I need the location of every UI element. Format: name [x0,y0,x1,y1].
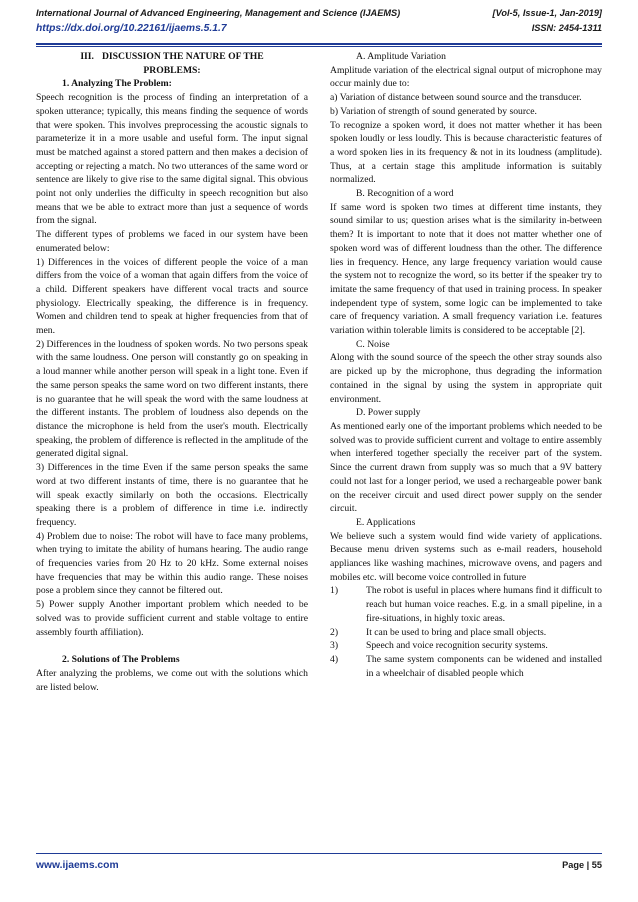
subsection-heading-d: D. Power supply [356,407,421,419]
subsection-heading-analyzing: 1. Analyzing The Problem: [62,78,172,90]
paragraph: Along with the sound source of the speech the other stray sounds also are picked up by the microphone, thus degrading the information contained in the signal by using the system in appropriate quit environment. [330,352,602,405]
problem-item-1: 1) Differences in the voices of different people the voice of a man differs from the voice of a woman that again differs from the voice of a child. Different speakers have different vocal tracts and source physiology. Electrically speaking, the difference is in frequency. Women and children tend to speak at higher frequencies from that of men. [36,256,308,337]
application-item: 1) The robot is useful in places where humans find it difficult to reach but human voice reaches. E.g. in a small pipeline, in a fire-situations, in highly toxic areas. [330,585,602,624]
footer-rule [36,853,602,854]
journal-url-link[interactable]: www.ijaems.com [36,860,119,871]
journal-name: International Journal of Advanced Engineering, Management and Science (IJAEMS) [36,8,401,18]
issn: ISSN: 2454-1311 [531,23,602,33]
subsection-heading-a: A. Amplitude Variation [356,51,446,62]
application-item: 2) It can be used to bring and place small objects. [330,626,547,638]
paragraph: Amplitude variation of the electrical signal output of microphone may occur mainly due to: [330,64,602,90]
paragraph: If same word is spoken two times at different time instants, they sound similar to us; question arises what is the similarity in-between them? It is important to note that it does not matter whether one of spoken word was of different loudness than the other. The difference lies in frequency. Hence, any large frequency variation would cause the system not to recognize the word, so its better if the speaker try to imitate the same frequency of that used in training process. In speaker independent type of system, some logic can be implemented to take care of frequency variation. A small frequency variation i.e. features variation within tolerable limits is considered to be acceptable [2]. [330,201,602,337]
problem-item-4: 4) Problem due to noise: The robot will have to face many problems, when trying to imitate the ability of humans hearing. The audio range of frequencies varies from 20 Hz to 20 kHz. Some external noises have frequencies that may be within this audio range. These noises pose a problem since they cannot be filtered out. [36,530,308,597]
paragraph: b) Variation of strength of sound generated by source. [330,105,537,117]
subsection-heading-solutions: 2. Solutions of The Problems [62,654,180,666]
left-column [36,50,308,846]
page-number: Page | 55 [562,860,602,870]
subsection-heading-e: E. Applications [356,516,416,528]
paragraph: After analyzing the problems, we come out with the solutions which are listed below. [36,667,308,693]
page-header [36,8,602,39]
paragraph: The different types of problems we faced in our system have been enumerated below: [36,229,308,254]
problem-item-3: 3) Differences in the time Even if the same person speaks the same word at two different instants of time, there is no guarantee that he will speak exactly similarly on both the occasions. Electrically speaking there is a problem of difference in time i.e. indirectly frequency. [36,462,308,528]
page-footer [36,860,602,871]
paragraph: To recognize a spoken word, it does not matter whether it has been spoken loudly or less loudly. This is because characteristic features of a word spoken lies in its frequency & not in its loudness (amplitude). Thus, at a certain stage this amplitude information is suitably normalized. [330,119,602,186]
subsection-heading-c: C. Noise [356,338,390,350]
problem-item-2: 2) Differences in the loudness of spoken words. No two persons speak with the same loudness. One person will constantly go on speaking in a loud manner while another person will speak in a light tone. Even if the same person speaks the same word on two different instants, there is no guarantee that he will speak the word with the same loudness at the different instants. The problem of loudness also depends on the distance the microphone is held from the user's mouth. Electrically speaking, the problem of difference is reflected in the amplitude of the generated digital signal. [36,338,308,460]
problem-item-5: 5) Power supply Another important problem which needed to be solved was to provide sufficient current and stable voltage to entire assembly fourth affiliation). [36,599,308,638]
doi-link[interactable]: https://dx.doi.org/10.22161/ijaems.5.1.7 [36,23,227,34]
application-item: 3) Speech and voice recognition security systems. [330,640,548,652]
right-column [330,50,602,846]
paragraph: a) Variation of distance between sound source and the transducer. [330,92,582,104]
section-heading: III. DISCUSSION THE NATURE OF THE PROBLEMS: [80,51,264,76]
header-rule-thin [36,46,602,47]
subsection-heading-b: B. Recognition of a word [356,188,454,200]
paragraph: Speech recognition is the process of finding an interpretation of a spoken utterance; typically, this means finding the sequence of words that were spoken. This involves preprocessing the acoustic signals to parameterize it in a more usable and useful form. The input signal must be matched against a stored pattern and then makes a decision of accepting or rejecting a match. No two utterances of the same word or sentence are likely to give rise to the same digital signal. This obvious point not only underlies the difficulty in speech recognition but also means that we be able to extract more than just a sequence of words from the signal. [36,92,308,227]
body-columns [36,50,602,846]
application-item: 4) The same system components can be widened and installed in a wheelchair of disabled people which [330,653,602,679]
paragraph: As mentioned early one of the important problems which needed to be solved was to provide sufficient current and voltage to entire assembly when interfered together specially the receiver part of the system. Since the current drawn from supply was so much that a 9V battery could not last for a longer period, we used a rechargeable power bank on the receiver circuit and used direct power supply on the sender circuit. [330,420,602,515]
paragraph: We believe such a system would find wide variety of applications. Because menu driven systems such as e-mail readers, household appliances like washing machines, microwave ovens, and pagers and mobiles etc. will become voice controlled in future [330,530,602,583]
volume-issue: [Vol-5, Issue-1, Jan-2019] [492,8,602,18]
header-rule [36,43,602,45]
